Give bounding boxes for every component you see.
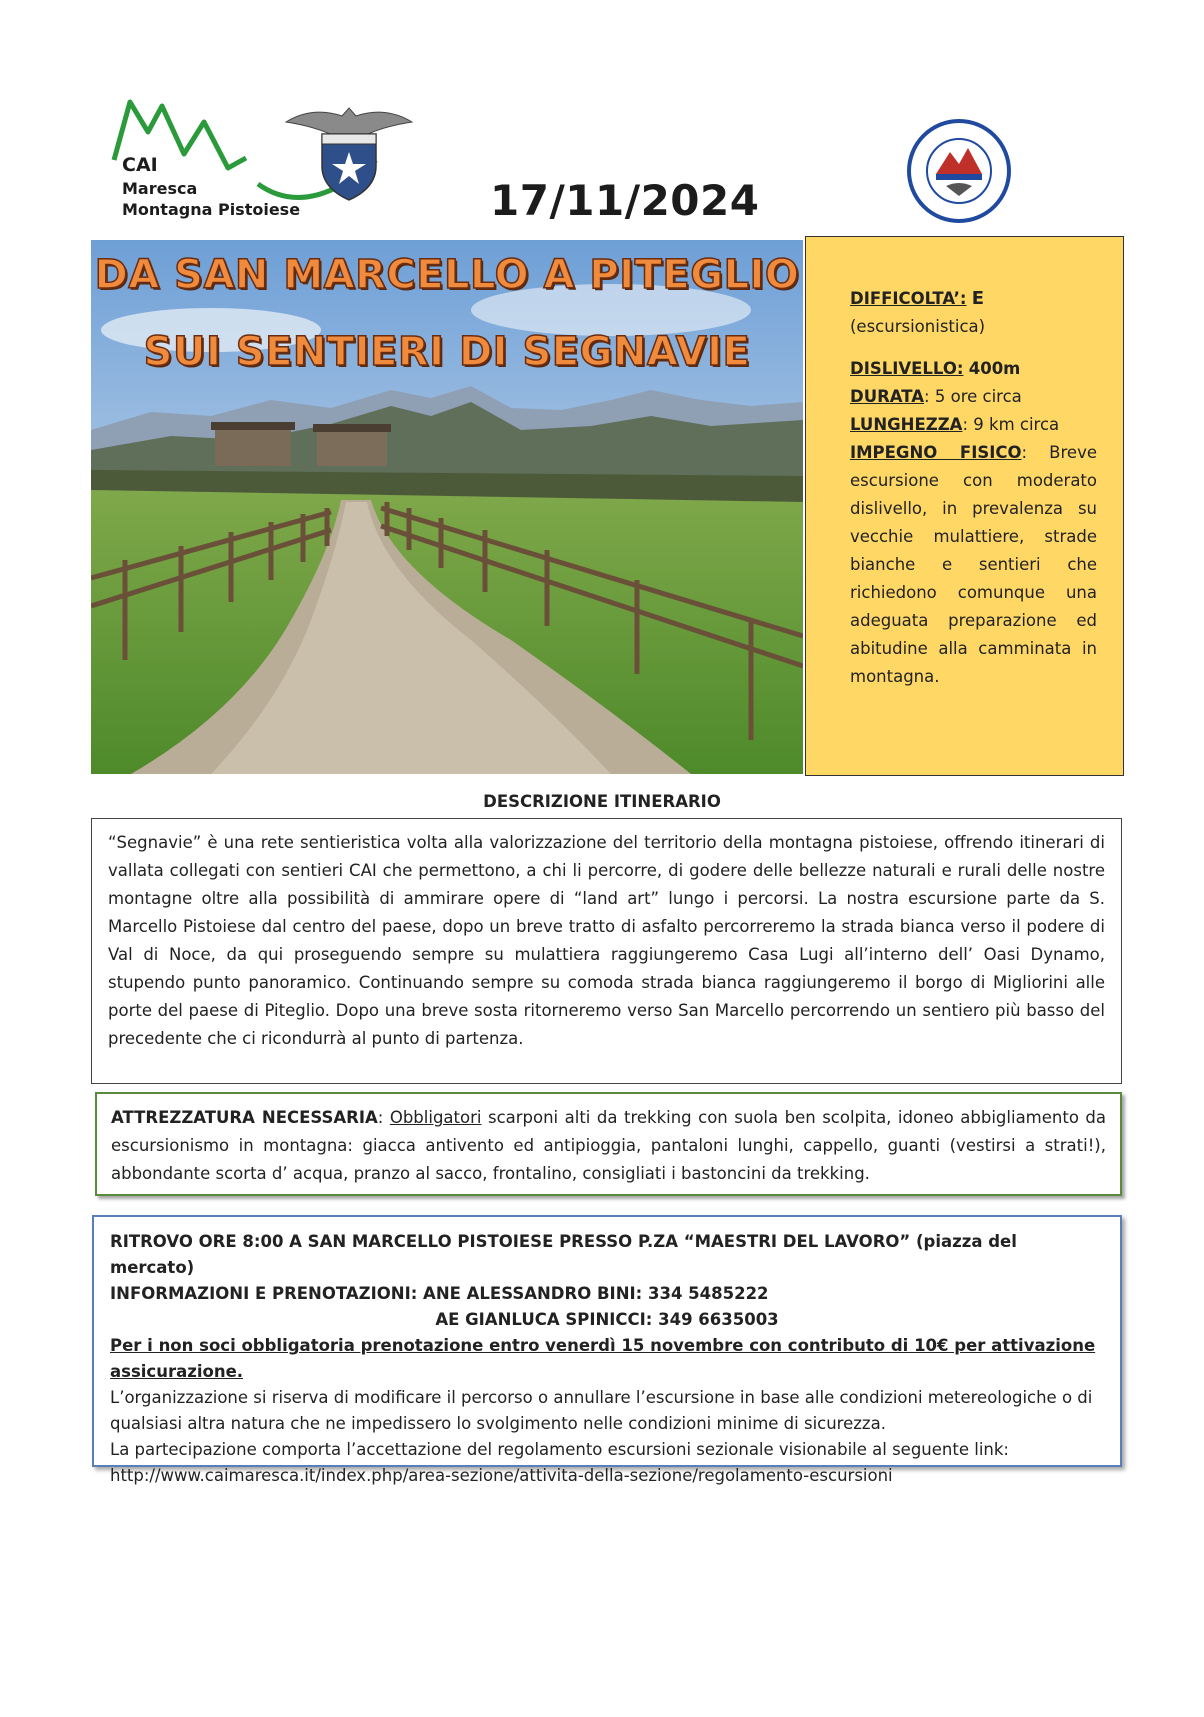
hero-title-line1: DA SAN MARCELLO A PITEGLIO (94, 252, 800, 298)
hero-title-line2: SUI SENTIERI DI SEGNAVIE (143, 329, 751, 375)
elevation-row (850, 355, 1097, 383)
description-text: “Segnavie” è una rete sentieristica volta alla valorizzazione del territorio della montagna pistoiese, offrendo itinerari di vallata collegati con sentieri CAI che permettono, a chi li percorre, di godere delle bellezze naturali e rurali delle nostre montagne oltre alla possibilità di ammirare opere di “land art” lungo i percorsi. La nostra escursione parte da S. Marcello Pistoiese dal centro del paese, dopo un breve tratto di asfalto percorreremo la strada bianca verso il podere di Val di Noce, da qui proseguendo sempre su mulattiera raggiungeremo Casa Lugi all’interno dell’ Oasi Dynamo, stupendo punto panoramico. Continuando sempre su comoda strada bianca raggiungeremo il borgo di Migliorini alle porte del paese di Piteglio. Dopo una breve sosta ritorneremo verso San Marcello percorrendo un sentiero più basso del precedente che ci ricondurrà al punto di partenza. (108, 833, 1105, 1048)
difficulty-row (850, 285, 1097, 313)
duration-value: : 5 ore circa (924, 387, 1022, 406)
elevation-value: 400m (968, 359, 1021, 378)
nonmember-notice: Per i non soci obbligatoria prenotazione entro venerdì 15 novembre con contributo di 10€ per attivazione assicurazione. (110, 1336, 1096, 1381)
length-value: : 9 km circa (962, 415, 1060, 434)
logo-maresca-text: Maresca (122, 179, 198, 198)
duration-label: DURATA (850, 387, 925, 406)
booking-contact-2: AE GIANLUCA SPINICCI: 349 6635003 (435, 1310, 779, 1329)
length-row (850, 411, 1097, 439)
rules-intro: La partecipazione comporta l’accettazione del regolamento escursioni sezionale visionabile al seguente link: (110, 1440, 1009, 1459)
difficulty-label: DIFFICOLTA’: (850, 289, 967, 308)
excursion-info-box (805, 236, 1124, 776)
length-label: LUNGHEZZA (850, 415, 963, 434)
equipment-mandatory: Obbligatori (389, 1108, 482, 1127)
logo-montagna-text: Montagna Pistoiese (122, 200, 301, 219)
meeting-point: RITROVO ORE 8:00 A SAN MARCELLO PISTOIESE PRESSO P.ZA “MAESTRI DEL LAVORO” (piazza del mercato) (110, 1232, 1017, 1277)
description-box (91, 818, 1122, 1084)
event-date: 17/11/2024 (490, 176, 760, 225)
duration-row (850, 383, 1097, 411)
effort-value: : Breve escursione con moderato dislivello, in prevalenza su vecchie mulattiere, strade bianche e sentieri che richiedono comunque una adeguata preparazione ed abitudine alla camminata in montagna. (850, 443, 1097, 686)
cai-eagle-emblem (282, 104, 416, 204)
eagle-icon (282, 104, 416, 204)
disclaimer-text: L’organizzazione si riserva di modificare il percorso o annullare l’escursione in base alle condizioni metereologiche o di qualsiasi altra natura che ne impedissero lo svolgimento nelle condizioni minime di sicurezza. (110, 1388, 1093, 1433)
difficulty-value: E (971, 288, 985, 309)
effort-row (850, 439, 1097, 691)
landscape-photo (91, 240, 803, 774)
rules-link[interactable]: http://www.caimaresca.it/index.php/area-sezione/attivita-della-sezione/regolamento-escursioni (110, 1466, 893, 1485)
equipment-sep: : (377, 1108, 390, 1127)
difficulty-note: (escursionistica) (850, 317, 986, 336)
countryside-path-illustration (91, 240, 803, 774)
elevation-label: DISLIVELLO: (850, 359, 964, 378)
effort-label: IMPEGNO FISICO (850, 443, 1022, 462)
meeting-box (92, 1215, 1122, 1485)
equipment-box (95, 1092, 1122, 1196)
description-heading: DESCRIZIONE ITINERARIO (483, 792, 721, 811)
booking-contact-1: INFORMAZIONI E PRENOTAZIONI: ANE ALESSANDRO BINI: 334 5485222 (110, 1284, 769, 1303)
logo-cai-text: CAI (122, 154, 158, 176)
equipment-list: scarponi alti da trekking con suola ben scolpita, idoneo abbigliamento da escursionismo in montagna: giacca antivento ed antipioggia, pantaloni lunghi, cappello, guanti (vestirsi a strati!), abbondante scorta d’ acqua, pranzo al sacco, frontalino, consigliati i bastoncini da trekking. (111, 1108, 1107, 1183)
round-badge-icon (906, 118, 1012, 224)
equipment-text (111, 1104, 1106, 1188)
equipment-label: ATTREZZATURA NECESSARIA (111, 1108, 378, 1127)
cai-appennino-tosco-emiliano-badge (906, 118, 1012, 224)
